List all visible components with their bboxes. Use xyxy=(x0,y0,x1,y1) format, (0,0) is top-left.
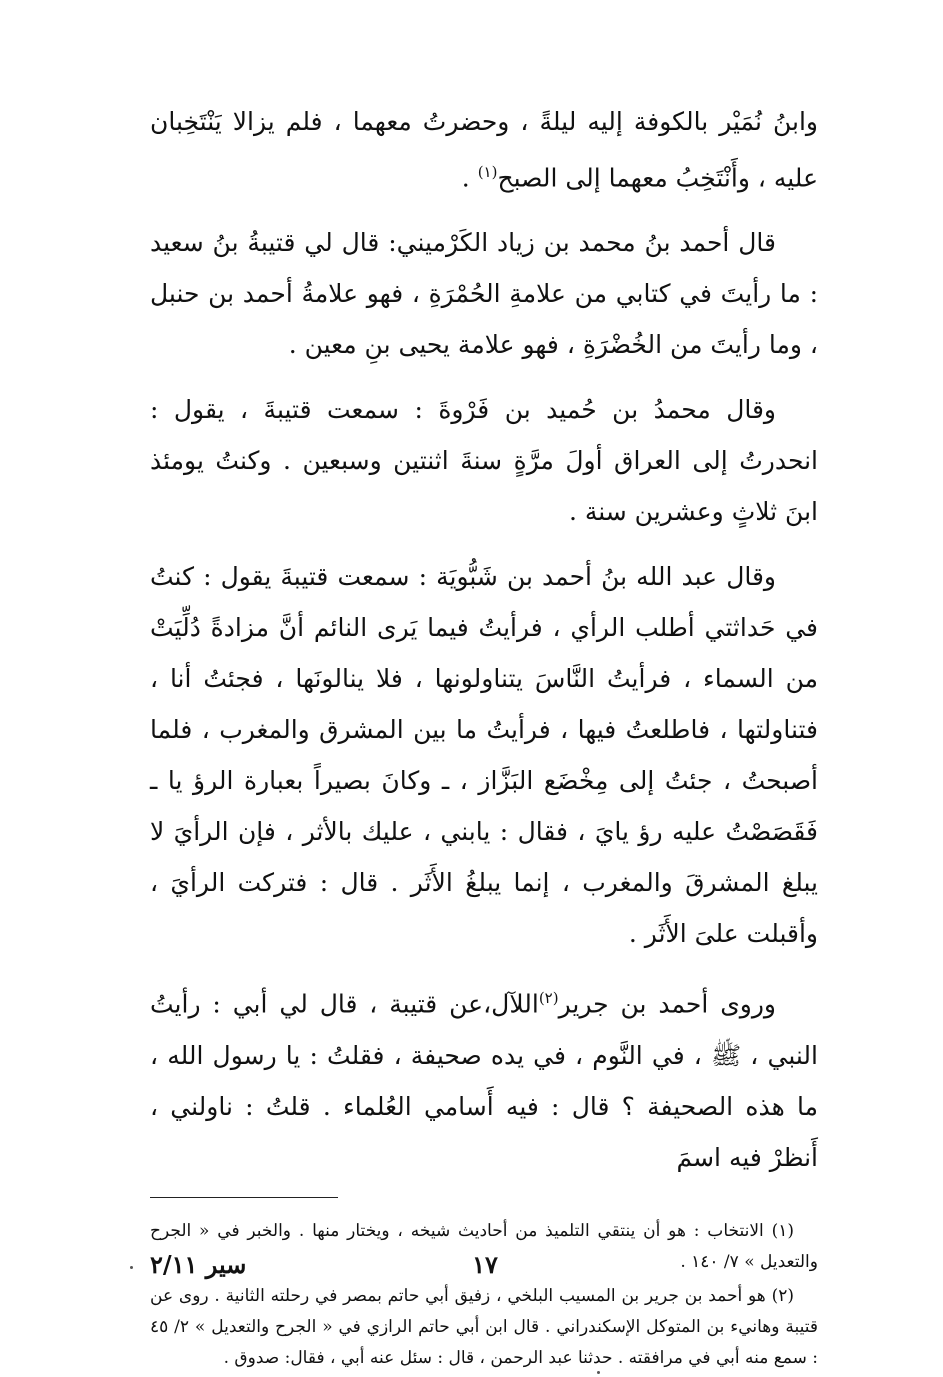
main-text xyxy=(150,96,818,1183)
paragraph-1-text: وابنُ نُمَيْر بالكوفة إليه ليلةً ، وحضرتُ معهما ، فلم يزالا يَنْتَخِبان عليه ، وأَنْتَخِبُ معهما إلى الصبح xyxy=(150,107,818,193)
footnote-divider xyxy=(150,1197,338,1198)
paragraph-5-rest: اللآل،عن قتيبة ، قال لي أبي : رأيتُ النبي ، ﷺ ، في النَّوم ، في يده صحيفة ، فقلتُ : يا رسول الله ، ما هذه الصحيفة ؟ قال : فيه أَسامي العُلماء . قلتُ : ناولني ، أَنظرْ فيه اسمَ xyxy=(150,989,818,1172)
footnotes xyxy=(150,1216,818,1374)
paragraph-4: وقال عبد الله بنُ أحمد بن شَبُّويَة : سمعت قتيبةَ يقول : كنتُ في حَداثتي أطلب الرأي ، فرأيتُ فيما يَرى النائم أنَّ مزادةً دُلِّيَتْ من السماء ، فرأيتُ النَّاسَ يتناولونها ، فلا ينالونَها ، فجئتُ أنا ، فتناولتها ، فاطلعتُ فيها ، فرأيتُ ما بين المشرق والمغرب ، فلما أصبحتُ ، جئتُ إلى مِخْضَع البَزَّاز ، ـ وكانَ بصيراً بعبارة الرؤ يا ـ فَقَصَصْتُ عليه رؤ يايَ ، فقال : يابني ، عليك بالأثر ، فإن الرأيَ لا يبلغ المشرقَ والمغرب ، إنما يبلغُ الأَثَر . قال : فتركت الرأيَ ، وأقبلت علىَ الأَثَر . xyxy=(150,562,818,949)
footnote-marker-2: (٢) xyxy=(538,989,559,1008)
paragraph-1-end: . xyxy=(461,163,478,193)
page-content xyxy=(150,96,818,1377)
paragraph-5 xyxy=(150,973,818,1182)
footnote-marker-1: (١) xyxy=(477,163,498,181)
paragraph-2: قال أحمد بنُ محمد بن زياد الكَرْميني: قال لي قتيبةُ بنُ سعيد : ما رأيتَ في كتابي من علامةِ الحُمْرَةِ ، فهو علامةُ أحمد بن حنبل ، وما رأيتَ من الخُضْرَةِ ، فهو علامة يحيى بنِ معين . xyxy=(150,228,818,360)
page-number: ١٧ xyxy=(472,1250,498,1279)
footnote-1: (١) الانتخاب : هو أن ينتقي التلميذ من أحاديث شيخه ، ويختار منها . والخبر في « الجرح والتعديل » ٧/ ١٤٠ . xyxy=(150,1220,818,1272)
scan-speck xyxy=(597,1371,600,1374)
paragraph-5-start: وروى أحمد بن جرير xyxy=(558,989,777,1019)
printer-signature: سير ٢/١١ xyxy=(150,1250,247,1279)
paragraph-3: وقال محمدُ بن حُميد بن فَرْوةَ : سمعت قتيبةَ ، يقول : انحدرتُ إلى العراق أولَ مرَّةٍ سنةَ اثنتين وسبعين . وكنتُ يومئذ ابنَ ثلاثٍ وعشرين سنة . xyxy=(150,395,818,527)
scan-speck xyxy=(130,1266,133,1269)
paragraph-1 xyxy=(150,96,818,203)
footnote-2: (٢) هو أحمد بن جرير بن المسيب البلخي ، زفيق أبي حاتم بمصر في رحلته الثانية . روى عن قتيبة وهانيء بن المتوكل الإسكندراني . قال ابن أبي حاتم الرازي في « الجرح والتعديل » ٢/ ٤٥ : سمع منه أبي في مرافقته . حدثنا عبد الرحمن ، قال : سئل عنه أبي ، فقال: صدوق . xyxy=(150,1285,818,1368)
page-footer xyxy=(150,1250,818,1286)
